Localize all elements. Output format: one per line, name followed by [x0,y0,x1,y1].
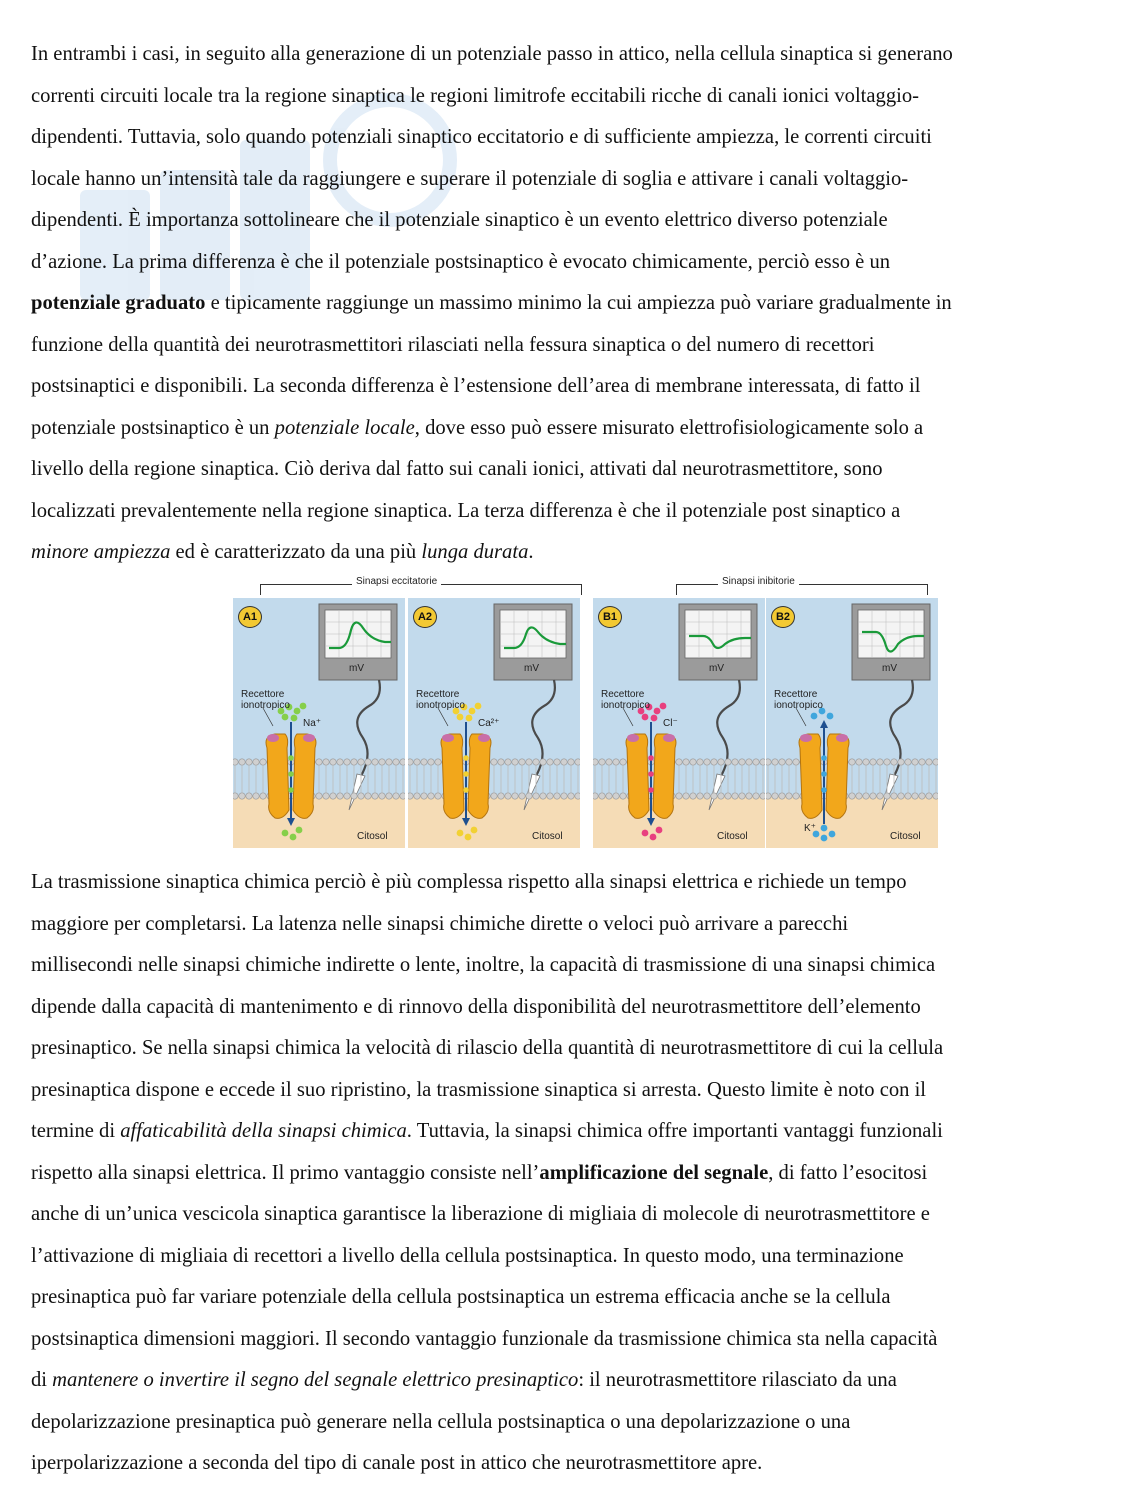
synapse-figure [230,576,940,850]
inhibitory-label: Sinapsi inibitorie [718,576,799,587]
text-line [31,1153,1121,1195]
text-line: anche di un’unica vescicola sinaptica garantisce la liberazione di migliaia di molecole di neurotrasmettitore e [31,1203,930,1225]
receptor-label: Recettore ionotropico [241,689,290,711]
text-line: dipende dalla capacità di mantenimento e di rinnovo della disponibilità del neurotrasmettitore dell’elemento [31,995,921,1018]
text-line [31,532,1121,574]
inhibitory-bracket [676,584,928,595]
text-line: locale hanno un’intensità tale da raggiungere e superare il potenziale di soglia e attivare i canali voltaggio- [31,167,909,190]
text-line: localizzati prevalentemente nella regione sinaptica. La terza differenza è che il potenziale post sinaptico a [31,499,901,522]
panel-label: B1 [598,606,622,628]
text-run: rispetto alla sinapsi elettrica. Il primo vantaggio consiste nell’ [31,1161,540,1184]
text-run: ed è caratterizzato da una più [170,541,422,563]
synapse-diagram [593,598,765,848]
text-run: potenziale postsinaptico è un [31,416,275,439]
italic-term: affaticabilità della sinapsi chimica [120,1120,407,1142]
paragraph-2 [31,862,1121,1485]
italic-term: potenziale locale [274,416,415,439]
text-line: presinaptica può far variare potenziale della cellula postsinaptica un estrema efficacia anche se la cellula [31,1286,891,1308]
text-line: dipendenti. Tuttavia, solo quando potenziali sinaptico eccitatorio e di sufficiente ampiezza, le correnti circuiti [31,126,932,148]
receptor-label: Recettore ionotropico [774,689,823,711]
receptor-label: Recettore ionotropico [416,689,465,711]
panel-label: B2 [771,606,795,628]
bold-term: amplificazione del segnale [539,1161,769,1184]
receptor-label: Recettore ionotropico [601,689,650,711]
text-line: In entrambi i casi, in seguito alla generazione di un potenziale passo in attico, nella cellula sinaptica si generano [31,43,953,65]
meter-unit: mV [349,663,364,674]
text-line: l’attivazione di migliaia di recettori a livello della cellula postsinaptica. In questo modo, una terminazione [31,1244,904,1267]
text-line: d’azione. La prima differenza è che il potenziale postsinaptico è evocato chimicamente, perciò esso è un [31,250,891,273]
text-line: maggiore per completarsi. La latenza nelle sinapsi chimiche dirette o veloci può arrivare a parecchi [31,912,849,935]
text-line: funzione della quantità dei neurotrasmettitori rilasciati nella fessura sinaptica o del numero di recettori [31,333,875,356]
text-run: , di fatto l’esocitosi [768,1161,928,1184]
text-run: : il neurotrasmettitore rilasciato da una [578,1369,897,1391]
synapse-panel [408,598,580,848]
panel-label: A1 [238,606,262,628]
ion-label: Na⁺ [303,718,322,729]
meter-unit: mV [524,663,539,674]
italic-term: mantenere o invertire il segno del segnale elettrico presinaptico [52,1369,579,1391]
synapse-panel [593,598,765,848]
text-line [31,283,1121,325]
text-line: depolarizzazione presinaptica può generare nella cellula postsinaptica o una depolarizzazione o una [31,1410,851,1433]
text-line: millisecondi nelle sinapsi chimiche indirette o lente, inoltre, la capacità di trasmissione di una sinapsi chimica [31,954,936,976]
ion-label: Ca²⁺ [478,718,500,729]
synapse-panel [766,598,938,848]
text-line: postsinaptici e disponibili. La seconda differenza è l’estensione dell’area di membrane interessata, di fatto il [31,375,921,397]
text-line: La trasmissione sinaptica chimica perciò è più complessa rispetto alla sinapsi elettrica e richiede un tempo [31,871,907,893]
text-run: . Tuttavia, la sinapsi chimica offre importanti vantaggi funzionali [406,1120,943,1142]
text-line [31,1111,1121,1153]
paragraph-1 [31,34,1121,574]
cytosol-label: Citosol [717,831,748,842]
text-run: di [31,1369,53,1391]
text-line: postsinaptica dimensioni maggiori. Il secondo vantaggio funzionale da trasmissione chimica sta nella capacità [31,1327,938,1350]
text-line: dipendenti. È importanza sottolineare che il potenziale sinaptico è un evento elettrico diverso potenziale [31,209,888,231]
excitatory-label: Sinapsi eccitatorie [352,576,441,587]
text-run: . [528,541,534,563]
text-line: correnti circuiti locale tra la regione sinaptica le regioni limitrofe eccitabili ricche di canali ionici voltaggio- [31,84,920,107]
text-run: , dove esso può essere misurato elettrofisiologicamente solo a [414,416,924,439]
synapse-panel [233,598,405,848]
italic-term: lunga durata [421,541,529,563]
meter-unit: mV [709,663,724,674]
panel-label: A2 [413,606,437,628]
cytosol-label: Citosol [357,831,388,842]
text-line [31,408,1121,450]
ion-label: K⁺ [804,823,816,834]
text-line [31,1360,1121,1402]
text-line: presinaptica dispone e eccede il suo ripristino, la trasmissione sinaptica si arresta. Questo limite è noto con il [31,1078,927,1101]
text-line: livello della regione sinaptica. Ciò deriva dal fatto sui canali ionici, attivati dal neurotrasmettitore, sono [31,458,883,480]
synapse-diagram [766,598,938,848]
text-run: e tipicamente raggiunge un massimo minimo la cui ampiezza può variare gradualmente in [205,292,952,314]
cytosol-label: Citosol [532,831,563,842]
meter-unit: mV [882,663,897,674]
ion-label: Cl⁻ [663,718,678,729]
bold-term: potenziale graduato [31,292,206,314]
text-line: iperpolarizzazione a seconda del tipo di canale post in attico che neurotrasmettitore apre. [31,1452,763,1474]
text-run: termine di [31,1120,121,1142]
text-line: presinaptico. Se nella sinapsi chimica la velocità di rilascio della quantità di neurotrasmettitore di cui la cellula [31,1037,944,1059]
italic-term: minore ampiezza [31,541,171,563]
cytosol-label: Citosol [890,831,921,842]
